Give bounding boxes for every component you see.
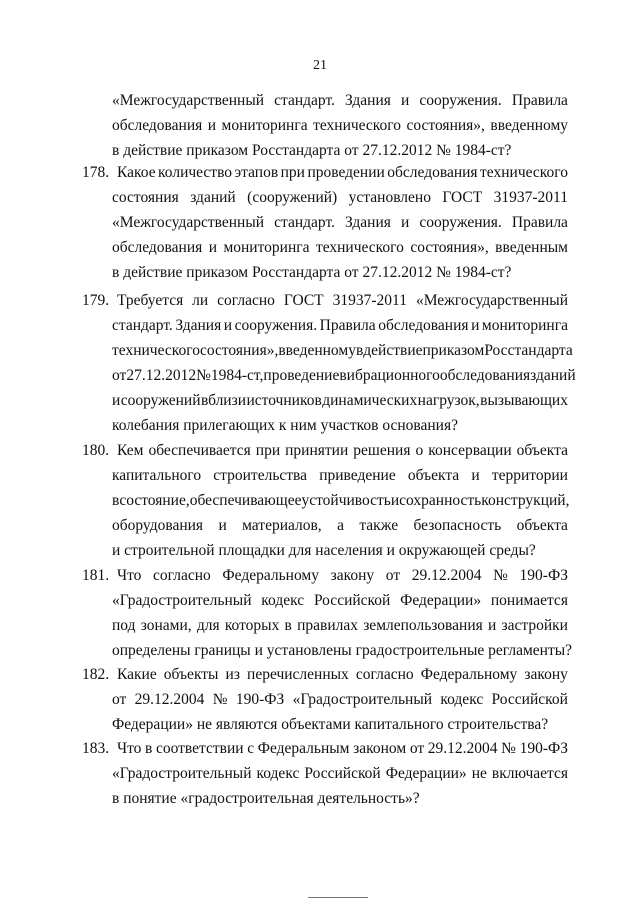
- word: Федеральному: [420, 666, 518, 683]
- word: от: [112, 691, 127, 708]
- text-line: [112, 491, 568, 510]
- word: этапов: [234, 164, 279, 181]
- word: приведение: [319, 467, 396, 484]
- question-number: 183.: [82, 740, 110, 757]
- word: и: [223, 317, 233, 334]
- text-line: в понятие «градостроительная деятельность»?: [112, 790, 420, 807]
- word: 190-ФЗ: [519, 567, 568, 584]
- word: соответствии: [155, 740, 244, 757]
- word: состояния»,: [410, 239, 489, 256]
- word: зданий: [530, 367, 576, 384]
- word: мониторинга: [481, 317, 568, 334]
- text-line: [112, 591, 568, 610]
- text-line: [112, 690, 568, 709]
- word: стандарт.: [274, 92, 335, 109]
- word: ГОСТ: [283, 292, 324, 309]
- text-line: [112, 516, 568, 535]
- word: стандарт.: [274, 214, 335, 231]
- text-line: [112, 188, 568, 207]
- word: 29.12.2004: [411, 567, 482, 584]
- word: которых: [224, 617, 280, 634]
- word: и: [487, 617, 497, 634]
- word: мониторинга: [223, 239, 310, 256]
- word: устойчивость: [301, 492, 391, 509]
- word: 1984-ст,: [210, 367, 264, 384]
- word: «Межгосударственный: [112, 92, 265, 109]
- word: кодекс: [440, 691, 484, 708]
- word: состояние,: [119, 492, 190, 509]
- word: принятии: [285, 442, 349, 459]
- word: обеспечивается: [148, 442, 251, 459]
- word: состояния»,: [199, 342, 279, 359]
- word: состояния: [112, 189, 179, 206]
- word: Что: [117, 740, 142, 757]
- word: нагрузок,: [417, 392, 480, 409]
- word: (сооружений): [247, 189, 338, 206]
- word: Росстандарта: [484, 342, 573, 359]
- word: 29.12.2004: [427, 740, 498, 757]
- word: введенным: [495, 239, 568, 256]
- word: застройки: [501, 617, 568, 634]
- word: и: [400, 92, 410, 109]
- word: с: [247, 740, 255, 757]
- word: обследования: [112, 239, 203, 256]
- question-number: 179.: [82, 292, 110, 309]
- word: 31937-2011: [493, 189, 568, 206]
- word: объекта: [516, 442, 568, 459]
- word: объекта: [407, 467, 460, 484]
- word: Федерации»: [400, 592, 482, 609]
- word: в: [284, 617, 292, 634]
- word: введенному: [278, 342, 356, 359]
- word: сооружения.: [419, 92, 502, 109]
- word: Правила: [511, 214, 568, 231]
- word: оборудования: [112, 517, 204, 534]
- word: источников: [246, 392, 322, 409]
- word: согласно: [217, 292, 275, 309]
- word: Российской: [313, 592, 391, 609]
- word: и: [471, 467, 480, 484]
- word: Федеральным: [257, 740, 350, 757]
- word: 29.12.2004: [134, 691, 205, 708]
- word: не: [471, 765, 487, 782]
- word: обследования: [387, 164, 478, 181]
- page-number: 21: [313, 58, 327, 73]
- text-line: [112, 366, 576, 385]
- word: Российской: [304, 765, 381, 782]
- word: при: [280, 164, 305, 181]
- word: обеспечивающее: [189, 492, 302, 509]
- question-number: 180.: [82, 442, 110, 459]
- word: от: [112, 367, 127, 384]
- word: ли: [192, 292, 209, 309]
- word: Российской: [491, 691, 568, 708]
- word: и: [471, 317, 480, 334]
- question-number: 178.: [82, 164, 110, 181]
- word: количество: [158, 164, 233, 181]
- word: кодекс: [261, 592, 305, 609]
- word: консервации: [428, 442, 512, 459]
- word: сооружения.: [419, 214, 502, 231]
- word: от: [409, 740, 425, 757]
- word: решения: [353, 442, 411, 459]
- word: кодекс: [256, 765, 300, 782]
- word: из: [225, 666, 240, 683]
- question-number: 181.: [82, 567, 110, 584]
- word: проведение: [263, 367, 340, 384]
- word: мониторинга: [221, 117, 308, 134]
- text-line: [112, 764, 568, 783]
- text-line: [112, 91, 568, 110]
- word: 190-ФЗ: [519, 740, 568, 757]
- word: объекты: [163, 666, 219, 683]
- word: под: [112, 617, 136, 634]
- word: №: [501, 740, 516, 757]
- word: Требуется: [117, 292, 184, 309]
- word: действие: [363, 342, 423, 359]
- text-line: [112, 213, 568, 232]
- word: обследования: [378, 317, 469, 334]
- word: Здания: [175, 317, 222, 334]
- text-line: [117, 566, 568, 585]
- word: обследования: [112, 117, 203, 134]
- text-line: Федерации» не являются объектами капитального строительства?: [112, 716, 549, 733]
- text-line: [112, 391, 568, 410]
- word: Здания: [345, 92, 391, 109]
- word: сооружения.: [234, 317, 318, 334]
- word: состояния»,: [406, 117, 485, 134]
- word: зонами,: [140, 617, 192, 634]
- word: землепользования: [363, 617, 483, 634]
- word: и: [218, 517, 227, 534]
- word: проведении: [307, 164, 385, 181]
- word: введенному: [490, 117, 568, 134]
- word: сохранность: [399, 492, 482, 509]
- word: «Градостроительный: [112, 592, 252, 609]
- text-line: [112, 616, 568, 635]
- word: перечисленных: [247, 666, 349, 683]
- word: и: [390, 492, 400, 509]
- text-line: [112, 341, 573, 360]
- word: в: [145, 740, 153, 757]
- word: правилах: [297, 617, 358, 634]
- word: Кем: [117, 442, 144, 459]
- word: закону: [330, 567, 375, 584]
- word: Какое: [117, 164, 156, 181]
- word: включается: [491, 765, 568, 782]
- word: также: [359, 517, 399, 534]
- word: зданий: [190, 189, 236, 206]
- word: 27.12.2012: [126, 367, 197, 384]
- word: вызывающих: [480, 392, 568, 409]
- text-line: [112, 238, 568, 257]
- text-line: [112, 316, 568, 335]
- word: 31937-2011: [332, 292, 407, 309]
- word: вибрационного: [339, 367, 440, 384]
- word: согласно: [153, 567, 211, 584]
- text-line: [117, 739, 568, 758]
- word: в: [355, 342, 364, 359]
- word: о: [415, 442, 424, 459]
- word: строительства: [213, 467, 308, 484]
- word: стандарт.: [112, 317, 173, 334]
- text-line: в действие приказом Росстандарта от 27.12.2012 № 1984-ст?: [112, 142, 512, 159]
- text-line: [117, 163, 568, 182]
- word: Федерации»: [385, 765, 467, 782]
- word: а: [337, 517, 344, 534]
- word: конструкций,: [481, 492, 570, 509]
- word: технического: [112, 342, 200, 359]
- word: №: [212, 691, 228, 708]
- word: обследования: [439, 367, 531, 384]
- word: и: [400, 214, 410, 231]
- text-line: определены границы и установлены градостроительные регламенты?: [112, 642, 573, 659]
- text-line: [117, 665, 568, 684]
- word: сооружений: [120, 392, 201, 409]
- word: технического: [480, 164, 568, 181]
- word: технического: [315, 239, 404, 256]
- word: «Градостроительный: [292, 691, 433, 708]
- word: №: [493, 567, 508, 584]
- word: динамических: [322, 392, 418, 409]
- word: Что: [117, 567, 142, 584]
- word: вблизи: [200, 392, 247, 409]
- word: и: [208, 239, 218, 256]
- word: закону: [524, 666, 568, 683]
- bottom-edge-mark: [308, 897, 368, 898]
- word: при: [255, 442, 281, 459]
- word: №: [196, 367, 211, 384]
- word: понимается: [490, 592, 568, 609]
- text-line: колебания прилегающих к ним участков основания?: [112, 417, 458, 434]
- word: Какие: [117, 666, 157, 683]
- word: Правила: [319, 317, 376, 334]
- text-line: [117, 291, 568, 310]
- word: в: [112, 492, 120, 509]
- text-line: в действие приказом Росстандарта от 27.12.2012 № 1984-ст?: [112, 264, 512, 281]
- word: безопасность: [413, 517, 502, 534]
- word: приказом: [422, 342, 485, 359]
- word: «Градостроительный: [112, 765, 252, 782]
- word: территории: [491, 467, 568, 484]
- word: материалов,: [242, 517, 322, 534]
- word: законом: [353, 740, 407, 757]
- text-line: [112, 116, 568, 135]
- word: капитального: [112, 467, 202, 484]
- word: от: [385, 567, 401, 584]
- word: для: [196, 617, 220, 634]
- text-line: [112, 466, 568, 485]
- word: объекта: [516, 517, 568, 534]
- word: Здания: [345, 214, 391, 231]
- word: 190-ФЗ: [235, 691, 285, 708]
- word: Правила: [511, 92, 568, 109]
- word: технического: [313, 117, 402, 134]
- word: «Межгосударственный: [112, 214, 265, 231]
- word: Федеральному: [222, 567, 319, 584]
- word: «Межгосударственный: [415, 292, 568, 309]
- word: ГОСТ: [442, 189, 483, 206]
- question-number: 182.: [82, 666, 110, 683]
- word: и: [112, 392, 121, 409]
- text-line: [117, 441, 568, 460]
- word: установлено: [348, 189, 431, 206]
- text-line: и строительной площадки для населения и окружающей среды?: [112, 542, 536, 559]
- word: и: [207, 117, 217, 134]
- word: согласно: [355, 666, 414, 683]
